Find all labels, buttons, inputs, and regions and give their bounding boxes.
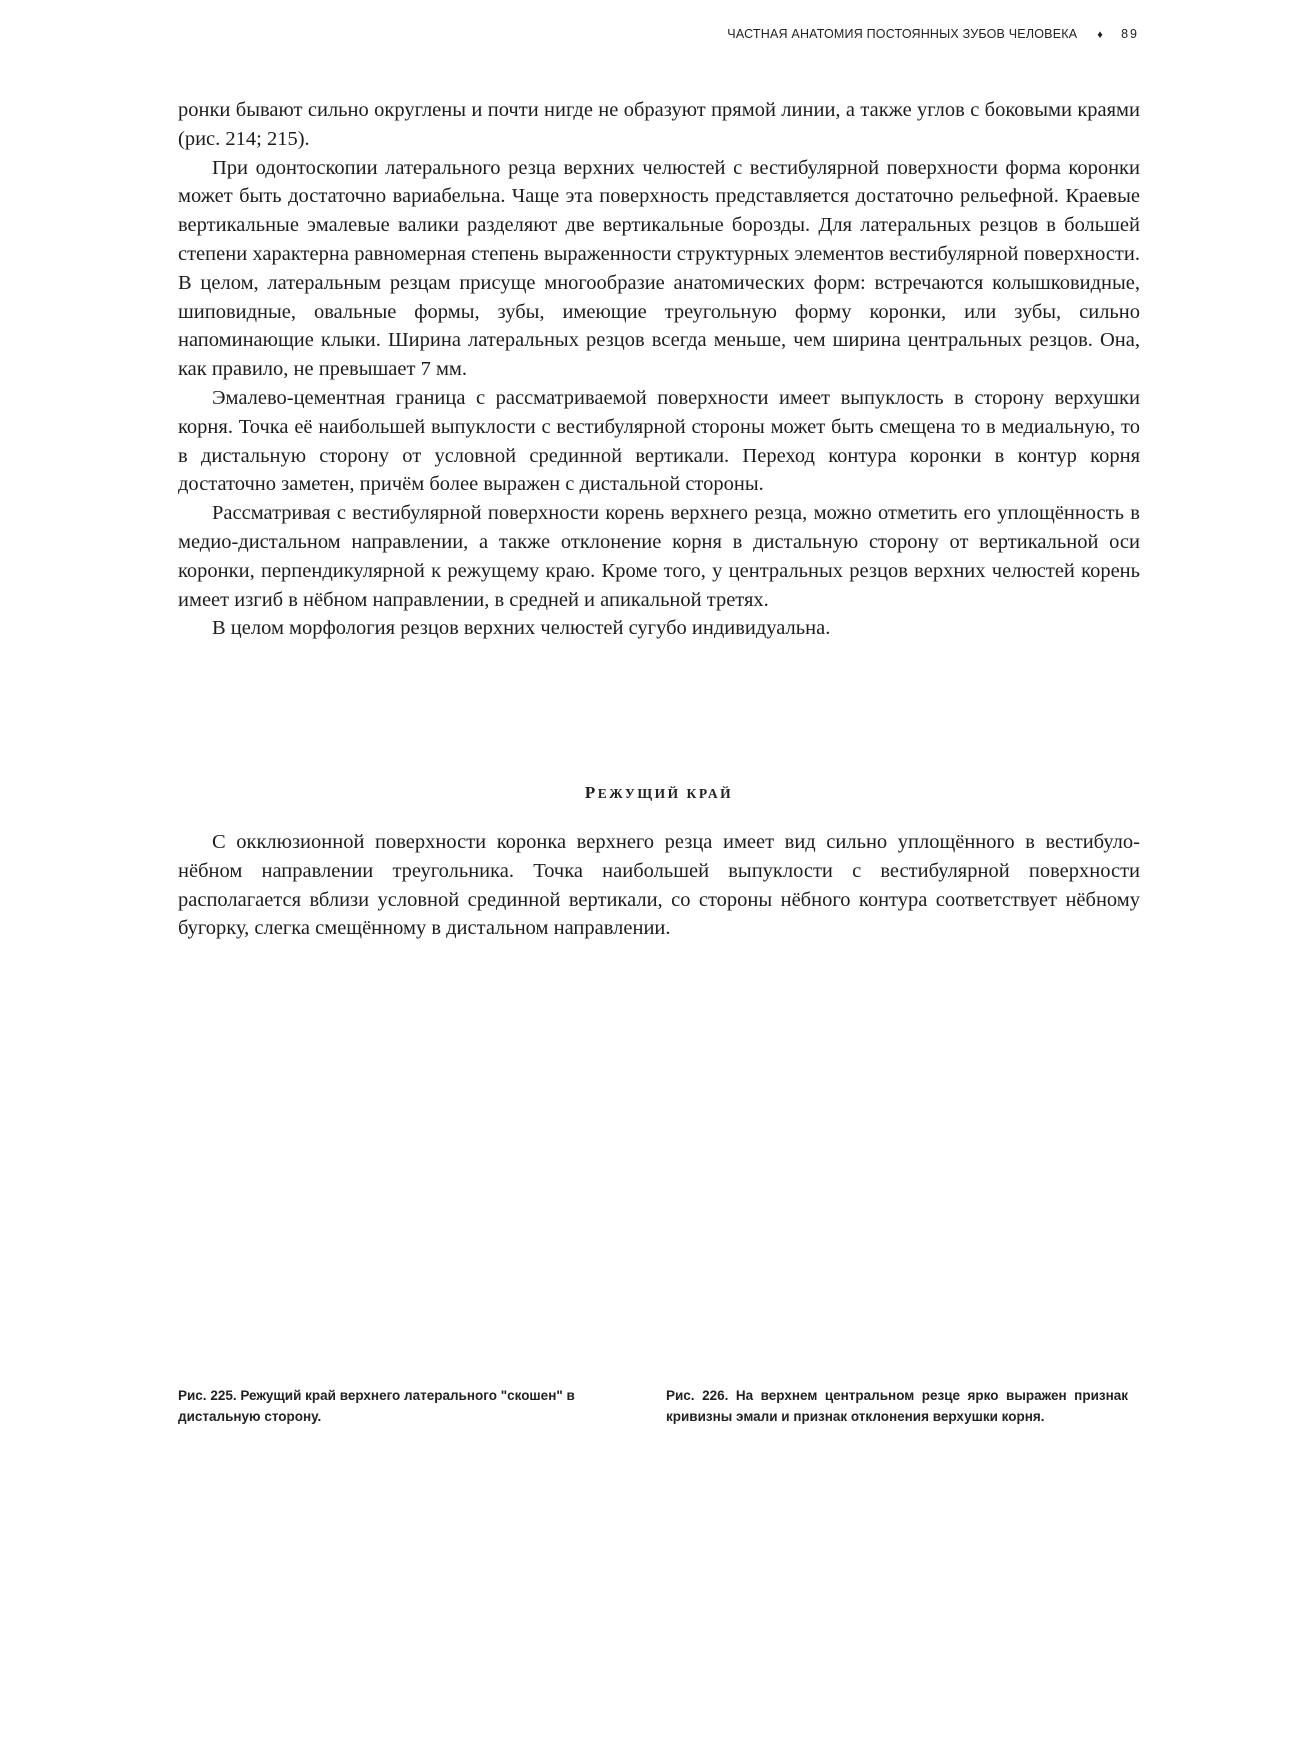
paragraph: Эмалево-цементная граница с рассматриваемой поверхности имеет выпуклость в сторону верхушки корня. Точка её наибольшей выпуклости с вестибулярной стороны может быть смещена то в медиальную, то в дистальную сторону от условной срединной вертикали. Переход контура коронки в контур корня достаточно заметен, причём более выражен с дистальной стороны.	[178, 386, 1140, 496]
paragraph: При одонтоскопии латерального резца верхних челюстей с вестибулярной поверхности форма коронки может быть достаточно вариабельна. Чаще эта поверхность представляется достаточно рельефной. Краевые вертикальные эмалевые валики разделяют две вертикальные борозды. Для латеральных резцов в большей степени характерна равномерная степень выраженности структурных элементов вестибулярной поверхности. В целом, латеральным резцам присуще многообразие анатомических форм: встречаются колышковидные, шиповидные, овальные формы, зубы, имеющие треугольную форму коронки, или зубы, сильно напоминающие клыки. Ширина латеральных резцов всегда меньше, чем ширина центральных резцов. Она, как правило, не превышает 7 мм.	[178, 156, 1140, 381]
section-heading	[178, 783, 1140, 803]
header-separator: ♦	[1097, 29, 1104, 41]
figure-caption-226: Рис. 226. На верхнем центральном резце ярко выражен признак кривизны эмали и признак отклонения верхушки корня.	[666, 1388, 1128, 1424]
running-header	[727, 27, 1139, 41]
paragraph-continuation: ронки бывают сильно округлены и почти нигде не образуют прямой линии, а также углов с боковыми краями (рис. 214; 215).	[178, 99, 1140, 150]
section-heading-initial: Р	[584, 783, 598, 802]
section-heading-rest: ЕЖУЩИЙ КРАЙ	[597, 786, 734, 801]
paragraph: Рассматривая с вестибулярной поверхности корень верхнего резца, можно отметить его уплощённость в медио-дистальном направлении, а также отклонение корня в дистальную сторону от вертикальной оси коронки, перпендикулярной к режущему краю. Кроме того, у центральных резцов верхних челюстей корень имеет изгиб в нёбном направлении, в средней и апикальной третях.	[178, 502, 1140, 611]
section-text	[178, 828, 1140, 943]
header-title: ЧАСТНАЯ АНАТОМИЯ ПОСТОЯННЫХ ЗУБОВ ЧЕЛОВЕКА	[727, 27, 1078, 41]
paragraph: В целом морфология резцов верхних челюстей сугубо индивидуальна.	[212, 617, 831, 640]
main-text	[178, 96, 1140, 643]
page-number: 89	[1121, 27, 1139, 41]
figure-caption-225: Рис. 225. Режущий край верхнего латерального "скошен" в дистальную сторону.	[178, 1388, 575, 1424]
section-paragraph: С окклюзионной поверхности коронка верхнего резца имеет вид сильно уплощённого в вестибуло-нёбном направлении треугольника. Точка наибольшей выпуклости с вестибулярной поверхности располагается вблизи условной срединной вертикали, со стороны нёбного контура соответствует нёбному бугорку, слегка смещённому в дистальном направлении.	[178, 831, 1140, 940]
